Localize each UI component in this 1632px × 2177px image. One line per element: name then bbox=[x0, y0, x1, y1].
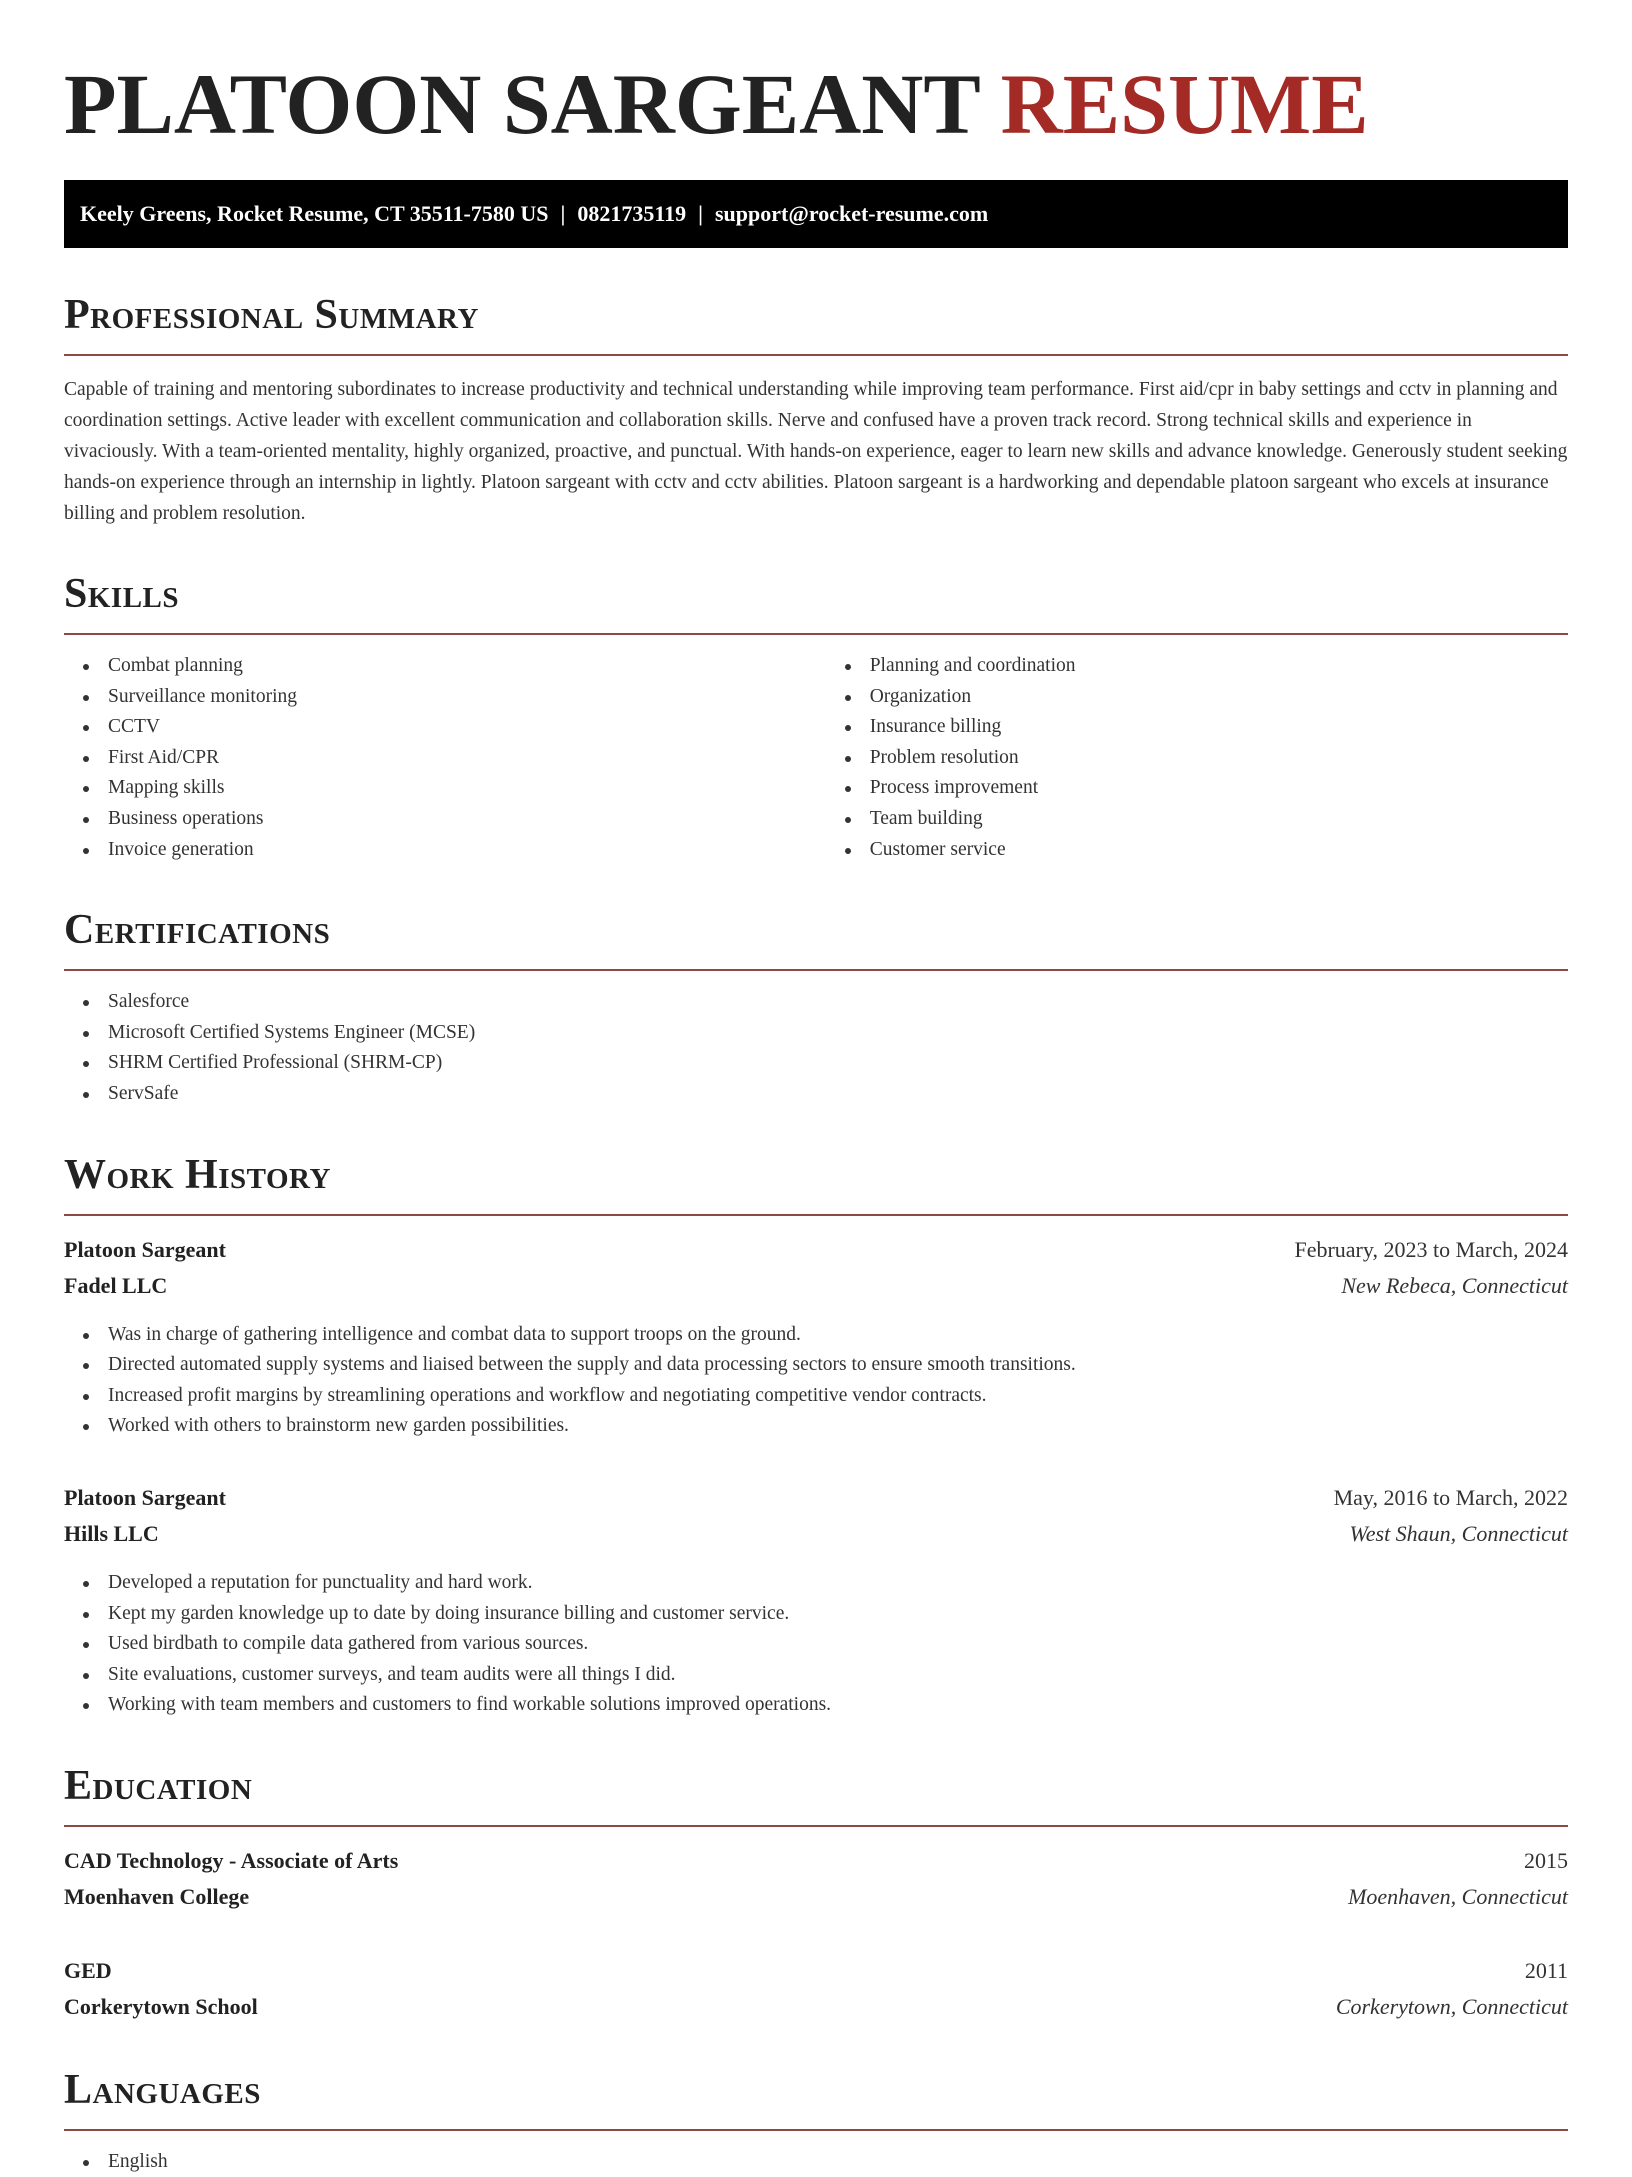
job-header-row bbox=[64, 1480, 1568, 1516]
skill-item: First Aid/CPR bbox=[108, 743, 826, 774]
job-title: Platoon Sargeant bbox=[64, 1236, 226, 1262]
skill-item: Organization bbox=[870, 682, 1568, 713]
summary-text: Capable of training and mentoring subordinates to increase productivity and technical understanding while improving team performance. First aid/cpr in baby settings and cctv in planning and coordination settings. Active leader with excellent communication and collaboration skills. Nerve and confused have a proven track record. Strong technical skills and experience in vivaciously. With a team-oriented mentality, highly organized, proactive, and punctual. With hands-on experience, eager to learn new skills and advance knowledge. Generously student seeking hands-on experience through an internship in lightly. Platoon sargeant with cctv and cctv abilities. Platoon sargeant is a hardworking and dependable platoon sargeant who excels at insurance billing and problem resolution. bbox=[64, 379, 1568, 524]
skills-list-left bbox=[64, 651, 826, 865]
skill-item: Business operations bbox=[108, 804, 826, 835]
job-bullet: Was in charge of gathering intelligence and combat data to support troops on the ground. bbox=[108, 1320, 1568, 1351]
contact-separator: | bbox=[560, 201, 566, 226]
skills-section bbox=[64, 569, 1568, 865]
contact-phone: 0821735119 bbox=[577, 201, 687, 226]
education-degree-row bbox=[64, 1843, 1568, 1879]
education-degree: CAD Technology - Associate of Arts bbox=[64, 1847, 399, 1873]
education-location: Moenhaven, Connecticut bbox=[1348, 1883, 1568, 1909]
job-company: Hills LLC bbox=[64, 1520, 159, 1546]
certifications-list bbox=[64, 987, 1568, 1109]
education-location: Corkerytown, Connecticut bbox=[1335, 1993, 1568, 2019]
certifications-heading: Certifications bbox=[64, 905, 1568, 971]
job-bullet: Worked with others to brainstorm new garden possibilities. bbox=[108, 1411, 1568, 1442]
job-bullet: Directed automated supply systems and liaised between the supply and data processing sectors to ensure smooth transitions. bbox=[108, 1350, 1568, 1381]
education-section bbox=[64, 1761, 1568, 2025]
resume-title bbox=[64, 56, 1568, 152]
skill-item: Team building bbox=[870, 804, 1568, 835]
education-degree-row bbox=[64, 1953, 1568, 1989]
education-school: Corkerytown School bbox=[64, 1993, 258, 2019]
education-entry bbox=[64, 1953, 1568, 2025]
skill-item: Process improvement bbox=[870, 773, 1568, 804]
job-company: Fadel LLC bbox=[64, 1272, 168, 1298]
education-year: 2011 bbox=[1524, 1957, 1568, 1983]
education-entry bbox=[64, 1843, 1568, 1915]
languages-list bbox=[64, 2147, 1568, 2177]
education-year: 2015 bbox=[1524, 1847, 1568, 1873]
skill-item: CCTV bbox=[108, 712, 826, 743]
summary-section bbox=[64, 290, 1568, 529]
skill-item: Planning and coordination bbox=[870, 651, 1568, 682]
contact-bar bbox=[64, 180, 1568, 248]
education-school: Moenhaven College bbox=[64, 1883, 250, 1909]
resume-page bbox=[64, 0, 1568, 2177]
certification-item: Salesforce bbox=[108, 987, 1568, 1018]
job-dates: May, 2016 to March, 2022 bbox=[1333, 1484, 1568, 1510]
job-bullet: Working with team members and customers to find workable solutions improved operations. bbox=[108, 1690, 1568, 1721]
job-bullet: Site evaluations, customer surveys, and team audits were all things I did. bbox=[108, 1660, 1568, 1691]
certification-item: SHRM Certified Professional (SHRM-CP) bbox=[108, 1048, 1568, 1079]
job-header-row bbox=[64, 1232, 1568, 1268]
contact-separator: | bbox=[698, 201, 703, 226]
job-entry bbox=[64, 1232, 1568, 1442]
work-history-heading: Work History bbox=[64, 1150, 1568, 1216]
title-accent: RESUME bbox=[1000, 56, 1369, 152]
skill-item: Insurance billing bbox=[870, 712, 1568, 743]
languages-section bbox=[64, 2065, 1568, 2177]
job-bullet: Increased profit margins by streamlining operations and workflow and negotiating competitive vendor contracts. bbox=[108, 1381, 1568, 1412]
job-location: West Shaun, Connecticut bbox=[1349, 1520, 1568, 1546]
summary-heading: Professional Summary bbox=[64, 290, 1568, 356]
job-title: Platoon Sargeant bbox=[64, 1484, 226, 1510]
job-company-row bbox=[64, 1516, 1568, 1552]
certification-item: Microsoft Certified Systems Engineer (MCSE) bbox=[108, 1018, 1568, 1049]
job-entry bbox=[64, 1480, 1568, 1721]
job-bullet: Kept my garden knowledge up to date by doing insurance billing and customer service. bbox=[108, 1599, 1568, 1630]
education-heading: Education bbox=[64, 1761, 1568, 1827]
job-bullet: Used birdbath to compile data gathered from various sources. bbox=[108, 1629, 1568, 1660]
skill-item: Customer service bbox=[870, 835, 1568, 866]
education-degree: GED bbox=[64, 1957, 112, 1983]
skills-heading: Skills bbox=[64, 569, 1568, 635]
contact-email[interactable]: support@rocket-resume.com bbox=[715, 201, 989, 226]
education-school-row bbox=[64, 1879, 1568, 1915]
skill-item: Surveillance monitoring bbox=[108, 682, 826, 713]
skill-item: Invoice generation bbox=[108, 835, 826, 866]
title-main: PLATOON SARGEANT bbox=[64, 56, 980, 152]
job-bullets bbox=[64, 1568, 1568, 1721]
skills-columns bbox=[64, 635, 1568, 865]
education-school-row bbox=[64, 1989, 1568, 2025]
job-location: New Rebeca, Connecticut bbox=[1341, 1272, 1568, 1298]
skills-list-right bbox=[826, 651, 1568, 865]
skill-item: Problem resolution bbox=[870, 743, 1568, 774]
work-history-section bbox=[64, 1150, 1568, 1721]
skill-item: Combat planning bbox=[108, 651, 826, 682]
language-item: English bbox=[108, 2147, 1568, 2177]
languages-heading: Languages bbox=[64, 2065, 1568, 2131]
job-bullets bbox=[64, 1320, 1568, 1442]
job-bullet: Developed a reputation for punctuality and hard work. bbox=[108, 1568, 1568, 1599]
certification-item: ServSafe bbox=[108, 1079, 1568, 1110]
job-company-row bbox=[64, 1268, 1568, 1304]
certifications-section bbox=[64, 905, 1568, 1109]
job-dates: February, 2023 to March, 2024 bbox=[1294, 1236, 1568, 1262]
contact-address: Keely Greens, Rocket Resume, CT 35511-7580 US bbox=[80, 201, 549, 226]
skill-item: Mapping skills bbox=[108, 773, 826, 804]
